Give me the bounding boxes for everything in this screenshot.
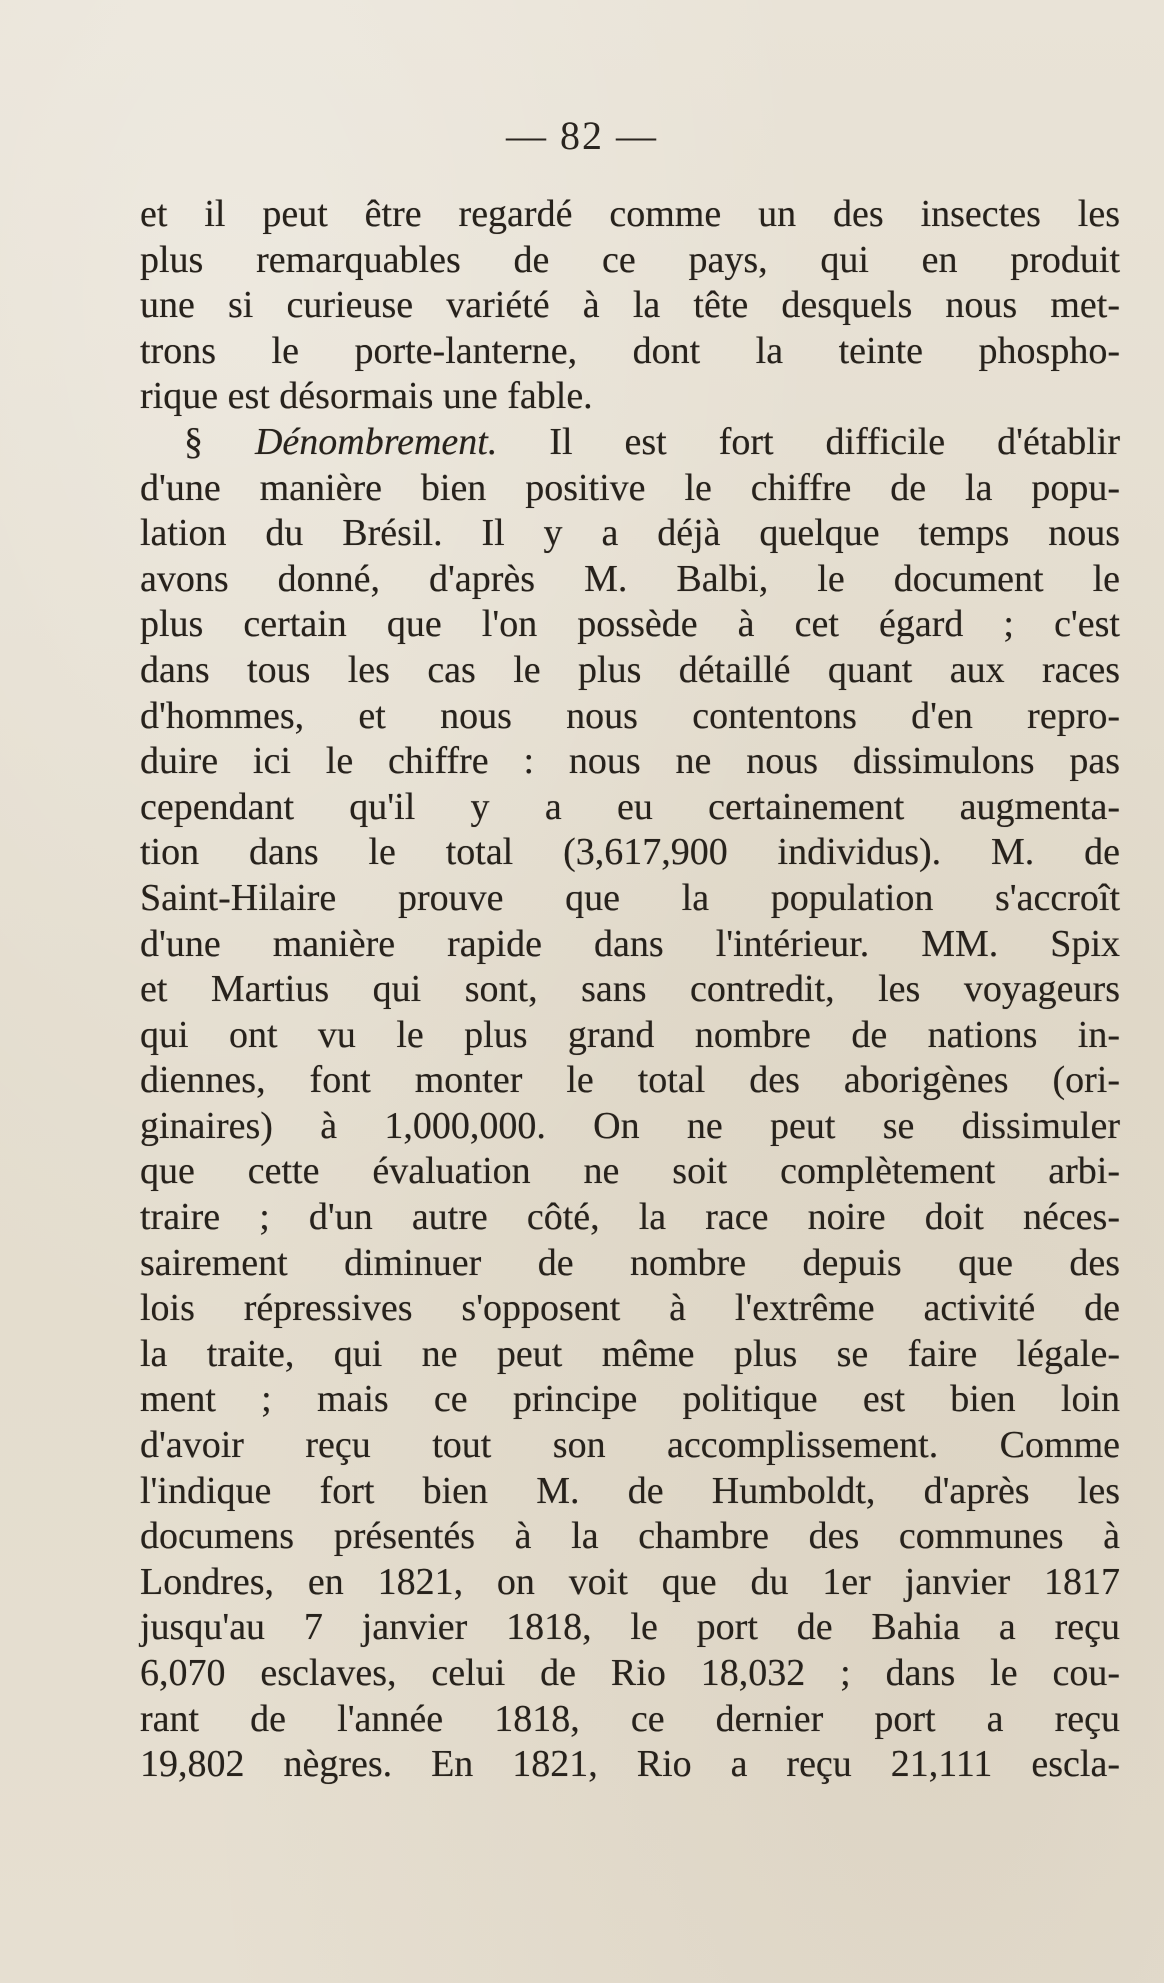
section-heading-text: Il est fort difficile d'établir (497, 420, 1121, 463)
page-number: — 82 — (506, 113, 658, 158)
text-line: diennes, font monter le total des aborigènes (ori- (140, 1059, 1120, 1102)
text-line: rique est désormais une fable. (140, 375, 593, 418)
text-line: lation du Brésil. Il y a déjà quelque temps nous (140, 512, 1120, 555)
text-line: rant de l'année 1818, ce dernier port a reçu (140, 1697, 1120, 1740)
text-line: jusqu'au 7 janvier 1818, le port de Bahia a reçu (140, 1606, 1120, 1649)
text-line: l'indique fort bien M. de Humboldt, d'après les (140, 1469, 1120, 1512)
text-line: ginaires) à 1,000,000. On ne peut se dissimuler (140, 1104, 1120, 1147)
text-line: d'hommes, et nous nous contentons d'en repro- (140, 694, 1120, 737)
text-line: ment ; mais ce principe politique est bien loin (140, 1378, 1120, 1421)
text-line: Londres, en 1821, on voit que du 1er janvier 1817 (140, 1560, 1120, 1603)
text-line: sairement diminuer de nombre depuis que des (140, 1241, 1120, 1284)
text-line: avons donné, d'après M. Balbi, le document le (140, 557, 1120, 600)
text-line: trons le porte-lanterne, dont la teinte phospho- (140, 329, 1120, 372)
text-line: cependant qu'il y a eu certainement augmenta- (140, 785, 1120, 828)
text-line: plus certain que l'on possède à cet égard ; c'est (140, 603, 1120, 646)
text-line: Saint-Hilaire prouve que la population s'accroît (140, 876, 1120, 919)
text-line: qui ont vu le plus grand nombre de nations in- (140, 1013, 1120, 1056)
body-text (140, 192, 1120, 1788)
text-line: une si curieuse variété à la tête desquels nous met- (140, 284, 1120, 327)
text-line: 6,070 esclaves, celui de Rio 18,032 ; dans le cou- (140, 1652, 1120, 1694)
text-line: lois répressives s'opposent à l'extrême activité de (140, 1287, 1120, 1330)
text-line: duire ici le chiffre : nous ne nous dissimulons pas (140, 740, 1120, 783)
text-line: 19,802 nègres. En 1821, Rio a reçu 21,111 escla- (140, 1743, 1120, 1786)
text-line: plus remarquables de ce pays, qui en produit (140, 238, 1120, 281)
section-sign: § (184, 420, 203, 463)
text-line: et Martius qui sont, sans contredit, les voyageurs (140, 968, 1120, 1011)
text-line: la traite, qui ne peut même plus se faire légale- (140, 1332, 1120, 1375)
text-line: d'une manière rapide dans l'intérieur. MM. Spix (140, 922, 1120, 965)
text-line: tion dans le total (3,617,900 individus). M. de (140, 831, 1120, 874)
text-line: et il peut être regardé comme un des insectes les (140, 193, 1120, 235)
text-line: traire ; d'un autre côté, la race noire doit néces- (140, 1196, 1120, 1239)
section-heading-line (140, 420, 1120, 466)
text-line: que cette évaluation ne soit complètement arbi- (140, 1150, 1120, 1193)
text-line: documens présentés à la chambre des communes à (140, 1515, 1120, 1558)
section-heading: Dénombrement. (254, 420, 498, 463)
text-line: dans tous les cas le plus détaillé quant aux races (140, 648, 1120, 691)
text-line: d'avoir reçu tout son accomplissement. Comme (140, 1424, 1120, 1467)
text-line: d'une manière bien positive le chiffre de la popu- (140, 466, 1120, 509)
